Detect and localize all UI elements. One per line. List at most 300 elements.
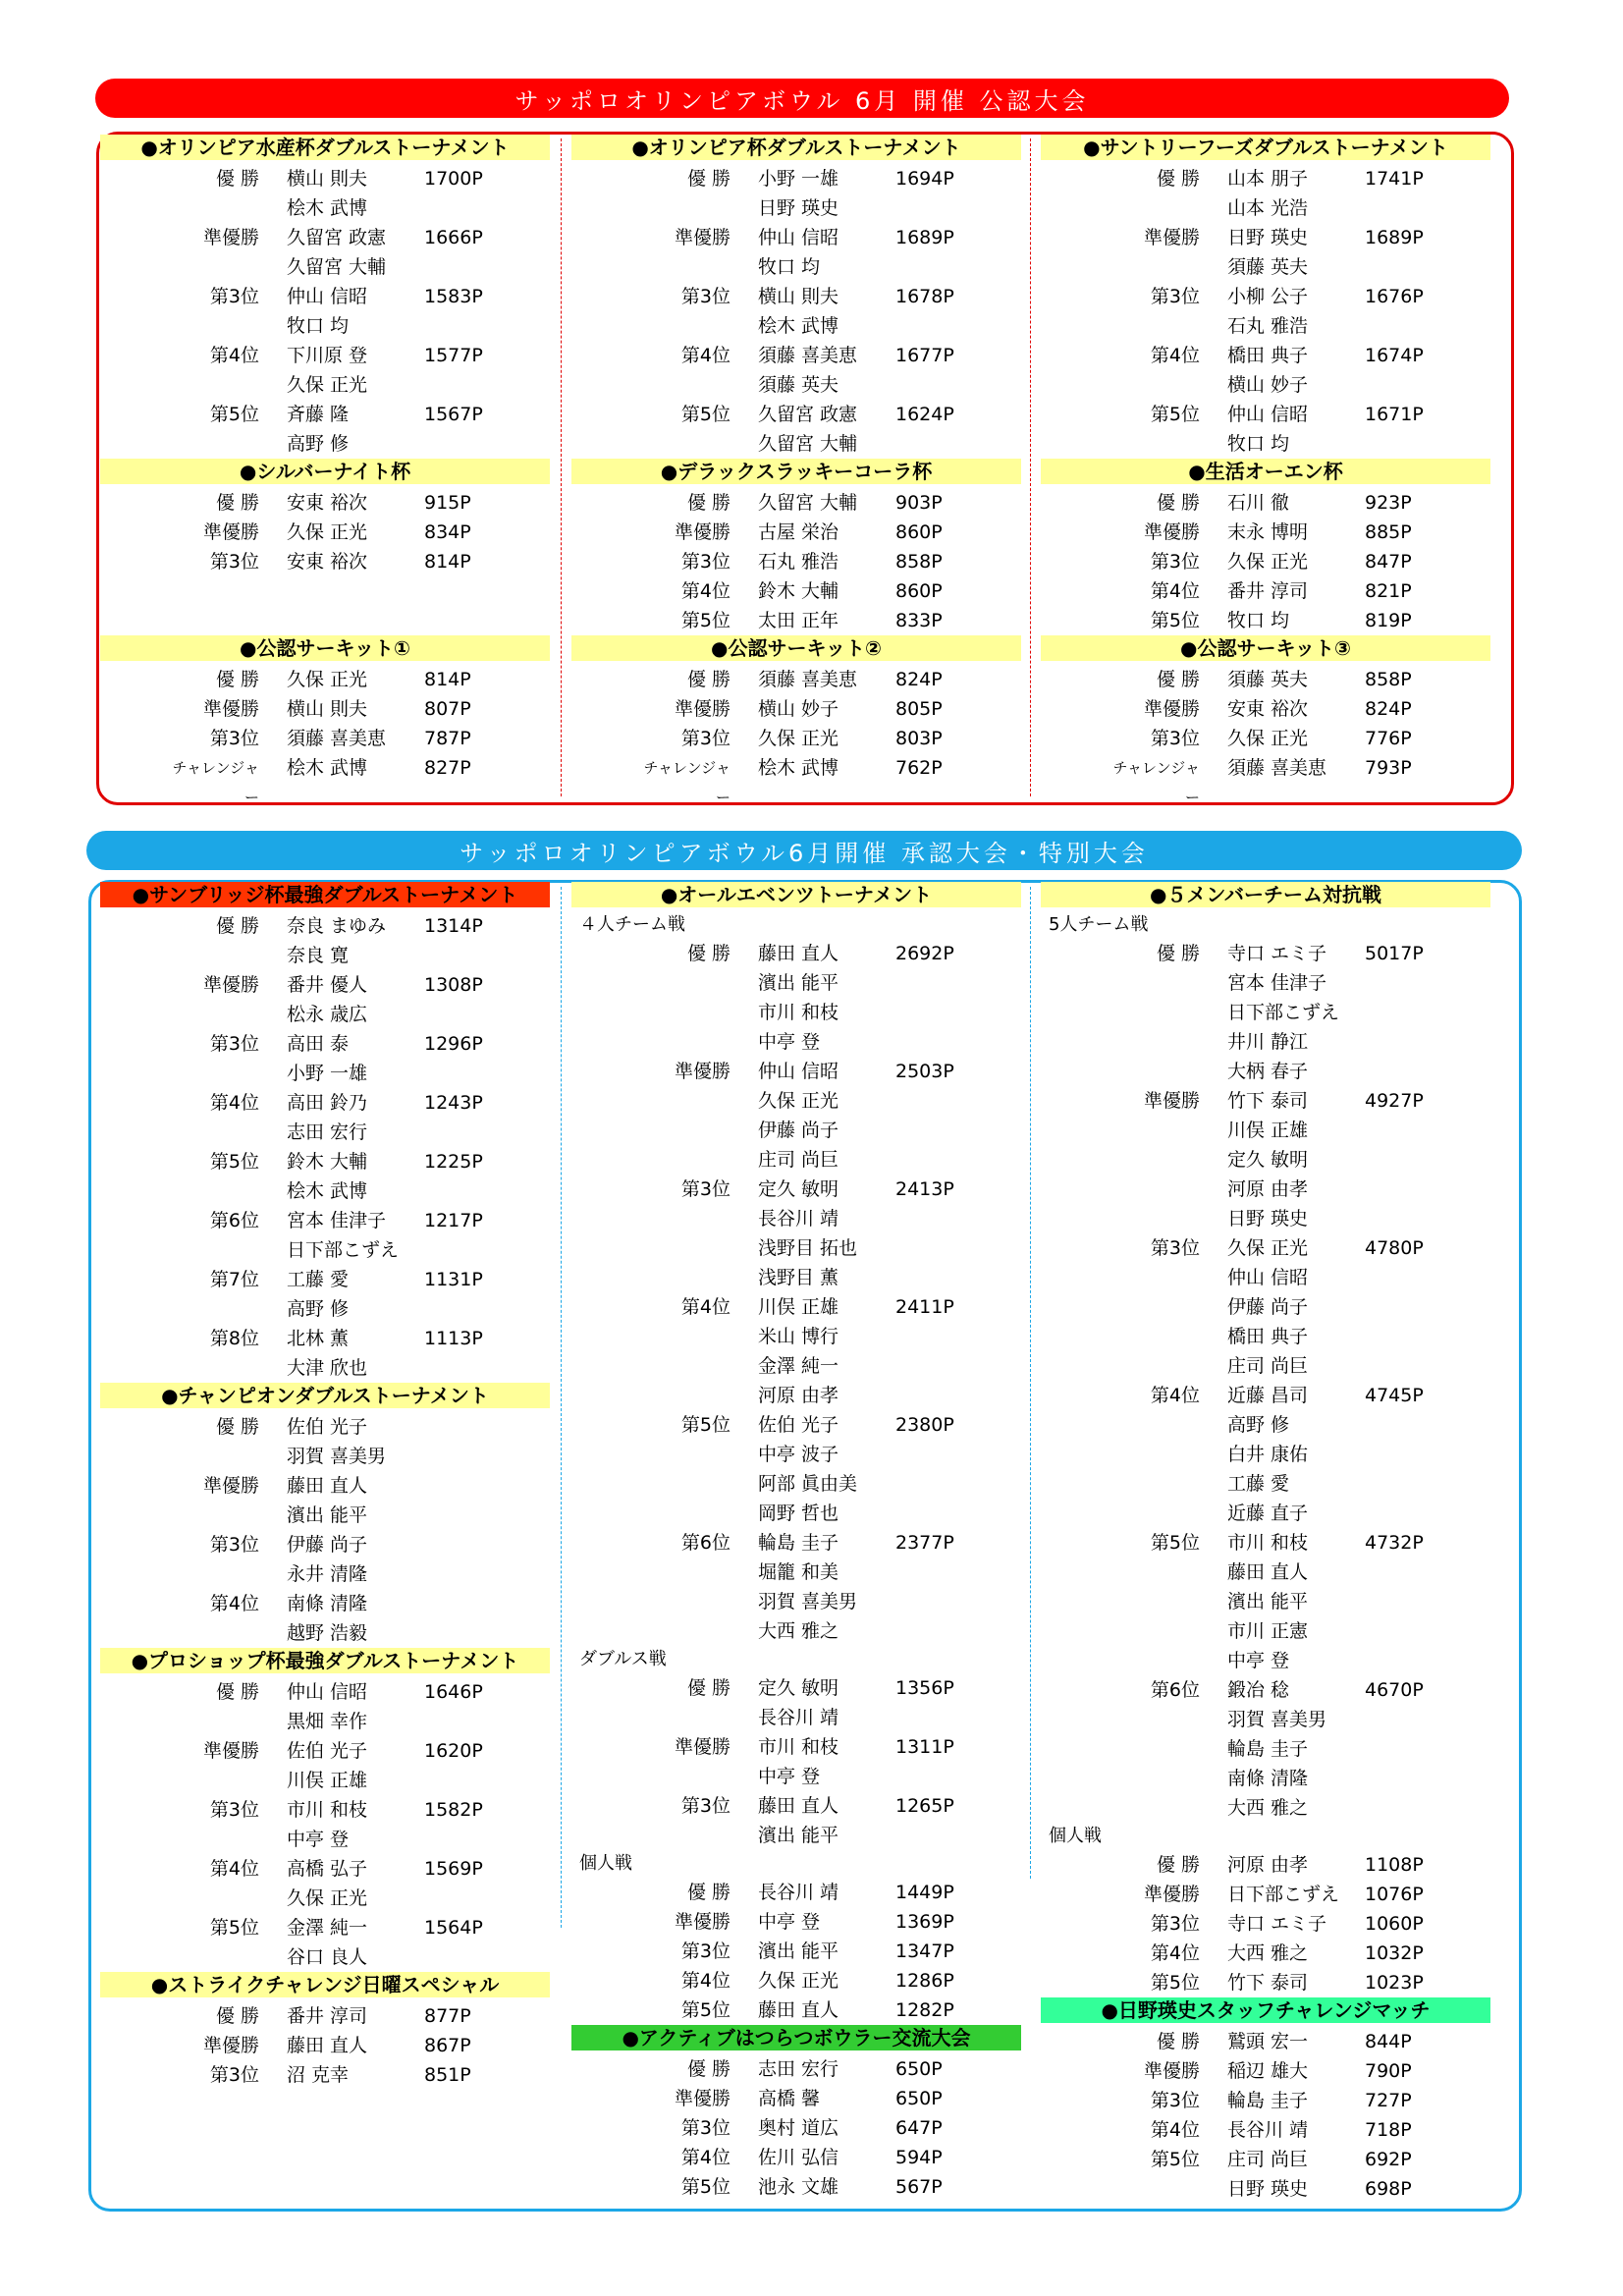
rank-label: 第4位	[680, 1970, 730, 1992]
player-name: 金澤 純一	[758, 1355, 839, 1377]
result-row	[571, 1233, 1021, 1263]
player-name: 下川原 登	[287, 345, 368, 366]
bottom-column-2	[571, 882, 1021, 2202]
rank-label: 第6位	[680, 1532, 730, 1554]
result-row	[571, 1558, 1021, 1587]
result-row	[571, 1966, 1021, 1995]
result-row	[1041, 694, 1490, 724]
result-row	[1041, 1233, 1490, 1263]
player-name: 桧木 武博	[758, 315, 839, 337]
player-name: 濱出 能平	[758, 972, 839, 994]
result-row	[1041, 753, 1490, 806]
player-name: 沼 克幸	[287, 2064, 350, 2086]
result-row	[100, 1235, 550, 1265]
result-block	[1041, 1997, 1490, 2204]
result-row	[1041, 1939, 1490, 1968]
result-row	[100, 311, 550, 341]
player-name: 定久 敏明	[758, 1178, 839, 1200]
score: 594P	[895, 2147, 943, 2168]
result-row	[1041, 1880, 1490, 1909]
player-name: 井川 静江	[1227, 1031, 1309, 1053]
player-name: 桧木 武博	[287, 757, 368, 779]
player-name: 小野 一雄	[758, 168, 839, 190]
rank-label: 第4位	[209, 1593, 259, 1614]
score: 1567P	[424, 404, 483, 425]
player-name: 大西 雅之	[1227, 1797, 1309, 1819]
player-name: 久保 正光	[1227, 1237, 1309, 1259]
result-row	[100, 1059, 550, 1088]
event-title: ●チャンピオンダブルストーナメント	[100, 1383, 550, 1408]
score: 1032P	[1365, 1942, 1424, 1964]
rank-label: 第3位	[209, 1799, 259, 1821]
event-title: ●５メンバーチーム対抗戦	[1041, 882, 1490, 907]
result-row	[100, 1913, 550, 1942]
player-name: 工藤 愛	[287, 1269, 350, 1290]
player-name: 阿部 眞由美	[758, 1473, 858, 1495]
player-name: 池永 文雄	[758, 2176, 839, 2198]
player-name: 羽賀 喜美男	[758, 1591, 858, 1613]
player-name: 久保 正光	[287, 374, 368, 396]
score: 1577P	[424, 345, 483, 366]
player-name: 大西 雅之	[758, 1620, 839, 1642]
player-name: 久保 正光	[287, 1887, 368, 1909]
result-row	[100, 1294, 550, 1324]
rank-label: 第3位	[1150, 286, 1200, 307]
rank-label: 優 勝	[215, 1681, 259, 1703]
score: 1676P	[1365, 286, 1424, 307]
player-name: 高田 鈴乃	[287, 1092, 368, 1114]
result-row	[100, 282, 550, 311]
rank-label: 第5位	[680, 610, 730, 631]
player-name: 仲山 信昭	[287, 1681, 368, 1703]
result-row	[571, 1057, 1021, 1086]
result-row	[100, 665, 550, 694]
result-row	[571, 1937, 1021, 1966]
player-name: 日野 瑛史	[1227, 2178, 1309, 2200]
result-row	[100, 1000, 550, 1029]
player-name: 大津 欣也	[287, 1357, 368, 1379]
player-name: 奥村 道広	[758, 2117, 839, 2139]
spacer	[100, 606, 550, 635]
result-row	[100, 341, 550, 370]
result-row	[571, 1528, 1021, 1558]
result-row	[100, 370, 550, 400]
player-name: 藤田 直人	[758, 943, 839, 964]
score: 727P	[1365, 2090, 1412, 2111]
player-name: 日野 瑛史	[758, 197, 839, 219]
result-row	[1041, 1764, 1490, 1793]
score: 2380P	[895, 1414, 954, 1436]
top-column-2	[571, 135, 1021, 806]
result-row	[1041, 1616, 1490, 1646]
result-row	[571, 1263, 1021, 1292]
player-name: 久留宮 大輔	[758, 492, 858, 514]
player-name: 中亭 登	[758, 1766, 821, 1787]
result-row	[1041, 547, 1490, 576]
player-name: 越野 浩毅	[287, 1622, 368, 1644]
player-name: 輪島 圭子	[1227, 1738, 1309, 1760]
score: 1700P	[424, 168, 483, 190]
player-name: 伊藤 尚子	[287, 1534, 368, 1556]
rank-label: 第4位	[1150, 1385, 1200, 1406]
player-name: 高野 修	[287, 433, 350, 455]
result-block	[1041, 882, 1490, 1823]
player-name: 仲山 信昭	[758, 227, 839, 248]
result-block	[571, 2025, 1021, 2202]
result-row	[1041, 1410, 1490, 1440]
score: 1646P	[424, 1681, 483, 1703]
player-name: 橋田 典子	[1227, 345, 1309, 366]
score: 1671P	[1365, 404, 1424, 425]
result-block	[571, 1850, 1021, 2025]
player-name: 南條 清隆	[287, 1593, 368, 1614]
score: 776P	[1365, 728, 1412, 749]
result-row	[1041, 164, 1490, 193]
player-name: 南條 清隆	[1227, 1768, 1309, 1789]
player-name: 長谷川 靖	[1227, 2119, 1309, 2141]
result-row	[571, 547, 1021, 576]
score: 2411P	[895, 1296, 954, 1318]
result-block	[100, 135, 550, 459]
rank-label: 優 勝	[686, 1882, 730, 1903]
player-name: 川俣 正雄	[758, 1296, 839, 1318]
player-name: 久保 正光	[758, 1970, 839, 1992]
score: 1347P	[895, 1941, 954, 1962]
player-name: 安東 裕次	[287, 492, 368, 514]
score: 1076P	[1365, 1884, 1424, 1905]
rank-label: 準優勝	[202, 521, 259, 543]
result-row	[100, 429, 550, 459]
score: 790P	[1365, 2060, 1412, 2082]
top-column-1	[100, 135, 550, 806]
player-name: 石川 徹	[1227, 492, 1290, 514]
rank-label: 優 勝	[1156, 492, 1200, 514]
player-name: 志田 宏行	[287, 1121, 368, 1143]
score: 692P	[1365, 2149, 1412, 2170]
result-row	[571, 282, 1021, 311]
rank-label: 第3位	[1150, 1237, 1200, 1259]
player-name: 藤田 直人	[758, 1999, 839, 2021]
player-name: 日下部こずえ	[287, 1239, 400, 1261]
event-subtitle: 個人戦	[1049, 1826, 1102, 1846]
result-row	[1041, 1528, 1490, 1558]
result-row	[1041, 2115, 1490, 2145]
rank-label: 準優勝	[1143, 1884, 1200, 1905]
rank-label: 準優勝	[674, 521, 730, 543]
score: 814P	[424, 669, 471, 690]
player-name: 久保 正光	[758, 1090, 839, 1112]
result-row	[100, 193, 550, 223]
result-row	[571, 1469, 1021, 1499]
result-row	[571, 429, 1021, 459]
player-name: 定久 敏明	[758, 1677, 839, 1699]
result-row	[1041, 2086, 1490, 2115]
rank-label: 準優勝	[1143, 227, 1200, 248]
result-row	[1041, 370, 1490, 400]
player-name: 輪島 圭子	[758, 1532, 839, 1554]
result-row	[571, 1732, 1021, 1762]
player-name: 長谷川 靖	[758, 1208, 839, 1230]
result-row	[571, 2113, 1021, 2143]
result-row	[1041, 1705, 1490, 1734]
result-row	[100, 1559, 550, 1589]
result-row	[571, 2084, 1021, 2113]
rank-label: 第4位	[1150, 2119, 1200, 2141]
result-row	[1041, 968, 1490, 998]
score: 1356P	[895, 1677, 954, 1699]
rank-label: 第3位	[209, 2064, 259, 2086]
score: 1449P	[895, 1882, 954, 1903]
result-block	[571, 882, 1021, 1646]
result-block	[100, 882, 550, 1383]
rank-label: 第5位	[680, 404, 730, 425]
result-row	[1041, 341, 1490, 370]
player-name: 近藤 直子	[1227, 1503, 1309, 1524]
player-name: 濱出 能平	[758, 1941, 839, 1962]
score: 787P	[424, 728, 471, 749]
player-name: 斉藤 隆	[287, 404, 350, 425]
player-name: 北林 薫	[287, 1328, 350, 1349]
rank-label: 第3位	[680, 728, 730, 749]
event-subtitle: ダブルス戦	[579, 1649, 667, 1669]
divider	[561, 138, 562, 796]
score: 915P	[424, 492, 471, 514]
player-name: 中亭 登	[287, 1829, 350, 1850]
rank-label: 優 勝	[215, 168, 259, 190]
rank-label: 優 勝	[686, 943, 730, 964]
score: 1286P	[895, 1970, 954, 1992]
result-row	[1041, 1850, 1490, 1880]
result-block	[100, 1648, 550, 1972]
rank-label: 第6位	[1150, 1679, 1200, 1701]
rank-label: 優 勝	[215, 915, 259, 937]
player-name: 竹下 泰司	[1227, 1090, 1309, 1112]
score: 5017P	[1365, 943, 1424, 964]
score: 1308P	[424, 974, 483, 996]
player-name: 太田 正年	[758, 610, 839, 631]
player-name: 近藤 昌司	[1227, 1385, 1309, 1406]
player-name: 鍛冶 稔	[1227, 1679, 1290, 1701]
player-name: 牧口 均	[1227, 610, 1290, 631]
result-row	[100, 694, 550, 724]
result-row	[100, 1147, 550, 1176]
rank-label: 準優勝	[202, 1740, 259, 1762]
score: 885P	[1365, 521, 1412, 543]
score: 807P	[424, 698, 471, 720]
player-name: 宮本 佳津子	[1227, 972, 1327, 994]
player-name: 稲辺 雄大	[1227, 2060, 1309, 2082]
rank-label: 第3位	[209, 728, 259, 749]
rank-label: 第3位	[680, 551, 730, 573]
event-title: ●ストライクチャレンジ日曜スペシャル	[100, 1972, 550, 1997]
result-row	[1041, 1734, 1490, 1764]
result-row	[571, 1821, 1021, 1850]
event-title: ●公認サーキット①	[100, 635, 550, 661]
rank-label: 第5位	[1150, 1972, 1200, 1994]
player-name: 輪島 圭子	[1227, 2090, 1309, 2111]
result-row	[1041, 2027, 1490, 2056]
result-row	[1041, 1351, 1490, 1381]
score: 1689P	[1365, 227, 1424, 248]
rank-label: 準優勝	[1143, 521, 1200, 543]
result-row	[100, 252, 550, 282]
result-row	[1041, 724, 1490, 753]
player-name: 市川 和枝	[758, 1736, 839, 1758]
rank-label: 第4位	[1150, 345, 1200, 366]
result-row	[100, 1029, 550, 1059]
result-row	[100, 970, 550, 1000]
rank-label: 第3位	[209, 1534, 259, 1556]
rank-label: 準優勝	[674, 227, 730, 248]
result-row	[100, 1118, 550, 1147]
rank-label: 第3位	[1150, 1913, 1200, 1935]
rank-label: 第3位	[209, 1033, 259, 1055]
rank-label: 第3位	[1150, 2090, 1200, 2111]
result-row	[571, 2054, 1021, 2084]
result-row	[1041, 576, 1490, 606]
player-name: 中亭 登	[758, 1031, 821, 1053]
result-row	[571, 968, 1021, 998]
result-row	[1041, 518, 1490, 547]
player-name: 庄司 尚巨	[1227, 1355, 1309, 1377]
score: 814P	[424, 551, 471, 573]
player-name: 市川 和枝	[1227, 1532, 1309, 1554]
player-name: 須藤 喜美恵	[758, 345, 858, 366]
player-name: 番井 淳司	[1227, 580, 1309, 602]
score: 833P	[895, 610, 943, 631]
result-row	[1041, 1145, 1490, 1175]
player-name: 大西 雅之	[1227, 1942, 1309, 1964]
player-name: 川俣 正雄	[287, 1770, 368, 1791]
player-name: 牧口 均	[287, 315, 350, 337]
rank-label: 第5位	[680, 1999, 730, 2021]
result-row	[571, 1907, 1021, 1937]
rank-label: 準優勝	[202, 974, 259, 996]
player-name: 工藤 愛	[1227, 1473, 1290, 1495]
player-name: 濱出 能平	[758, 1825, 839, 1846]
rank-label: 第5位	[1150, 2149, 1200, 2170]
rank-label: 第4位	[209, 1858, 259, 1880]
score: 1582P	[424, 1799, 483, 1821]
player-name: 寺口 エミ子	[1227, 1913, 1327, 1935]
result-row	[1041, 2174, 1490, 2204]
rank-label: 第5位	[1150, 404, 1200, 425]
result-row	[571, 1499, 1021, 1528]
top-column-3	[1041, 135, 1490, 806]
result-row	[1041, 223, 1490, 252]
result-row	[1041, 2145, 1490, 2174]
player-name: 河原 由孝	[758, 1385, 839, 1406]
result-row	[1041, 400, 1490, 429]
event-title: ●公認サーキット③	[1041, 635, 1490, 661]
result-block	[1041, 459, 1490, 635]
score: 698P	[1365, 2178, 1412, 2200]
player-name: 永井 清隆	[287, 1563, 368, 1585]
player-name: 仲山 信昭	[1227, 404, 1309, 425]
player-name: 仲山 信昭	[758, 1061, 839, 1082]
result-row	[571, 400, 1021, 429]
score: 821P	[1365, 580, 1412, 602]
result-row	[1041, 193, 1490, 223]
score: 834P	[424, 521, 471, 543]
result-row	[100, 1324, 550, 1353]
result-row	[1041, 1646, 1490, 1675]
result-row	[571, 341, 1021, 370]
result-row	[100, 1677, 550, 1707]
player-name: 桧木 武博	[287, 1180, 368, 1202]
player-name: 久留宮 政憲	[758, 404, 858, 425]
rank-label: 第4位	[680, 2147, 730, 2168]
divider	[1030, 887, 1031, 1879]
top-banner: サッポロオリンピアボウル 6月 開催 公認大会	[95, 79, 1509, 118]
rank-label: 第4位	[209, 1092, 259, 1114]
player-name: 鈴木 大輔	[287, 1151, 368, 1173]
player-name: 宮本 佳津子	[287, 1210, 387, 1231]
rank-label: 準優勝	[1143, 1090, 1200, 1112]
event-title: ●サンブリッジ杯最強ダブルストーナメント	[100, 882, 550, 907]
score: 793P	[1365, 757, 1412, 779]
event-title: ●アクティブはつらつボウラー交流大会	[571, 2025, 1021, 2050]
player-name: 古屋 栄治	[758, 521, 839, 543]
player-name: 伊藤 尚子	[758, 1120, 839, 1141]
spacer	[100, 576, 550, 606]
rank-label: 第5位	[209, 404, 259, 425]
player-name: 佐伯 光子	[287, 1740, 368, 1762]
player-name: 番井 優人	[287, 974, 368, 996]
result-row	[1041, 1322, 1490, 1351]
result-row	[571, 1381, 1021, 1410]
result-row	[1041, 606, 1490, 635]
rank-label: 第3位	[1150, 728, 1200, 749]
player-name: 奈良 寛	[287, 945, 350, 966]
rank-label: 優 勝	[215, 1416, 259, 1438]
rank-label: 第3位	[680, 1795, 730, 1817]
result-row	[1041, 1116, 1490, 1145]
event-title: ●サントリーフーズダブルストーナメント	[1041, 135, 1490, 160]
rank-label: 優 勝	[686, 2058, 730, 2080]
score: 4732P	[1365, 1532, 1424, 1554]
player-name: 牧口 均	[758, 256, 821, 278]
rank-label: 第3位	[680, 1178, 730, 1200]
rank-label: 第5位	[209, 1917, 259, 1939]
player-name: 須藤 英夫	[758, 374, 839, 396]
result-row	[1041, 1381, 1490, 1410]
player-name: 久保 正光	[1227, 728, 1309, 749]
player-name: 庄司 尚巨	[1227, 2149, 1309, 2170]
player-name: 久留宮 大輔	[758, 433, 858, 455]
result-row	[1041, 1499, 1490, 1528]
result-row	[100, 1442, 550, 1471]
event-title: ●公認サーキット②	[571, 635, 1021, 661]
player-name: 佐伯 光子	[758, 1414, 839, 1436]
result-row	[100, 1618, 550, 1648]
result-row	[571, 576, 1021, 606]
result-row	[571, 370, 1021, 400]
result-row	[100, 1088, 550, 1118]
rank-label: 準優勝	[674, 698, 730, 720]
result-row	[100, 911, 550, 941]
rank-label: 第3位	[209, 286, 259, 307]
rank-label: 優 勝	[686, 669, 730, 690]
player-name: 金澤 純一	[287, 1917, 368, 1939]
player-name: 日野 瑛史	[1227, 1208, 1309, 1230]
result-row	[1041, 429, 1490, 459]
rank-label: 優 勝	[1156, 1854, 1200, 1876]
player-name: 中亭 波子	[758, 1444, 839, 1465]
rank-label: 第4位	[680, 1296, 730, 1318]
rank-label: チャレンジャー	[172, 759, 259, 806]
result-row	[1041, 252, 1490, 282]
